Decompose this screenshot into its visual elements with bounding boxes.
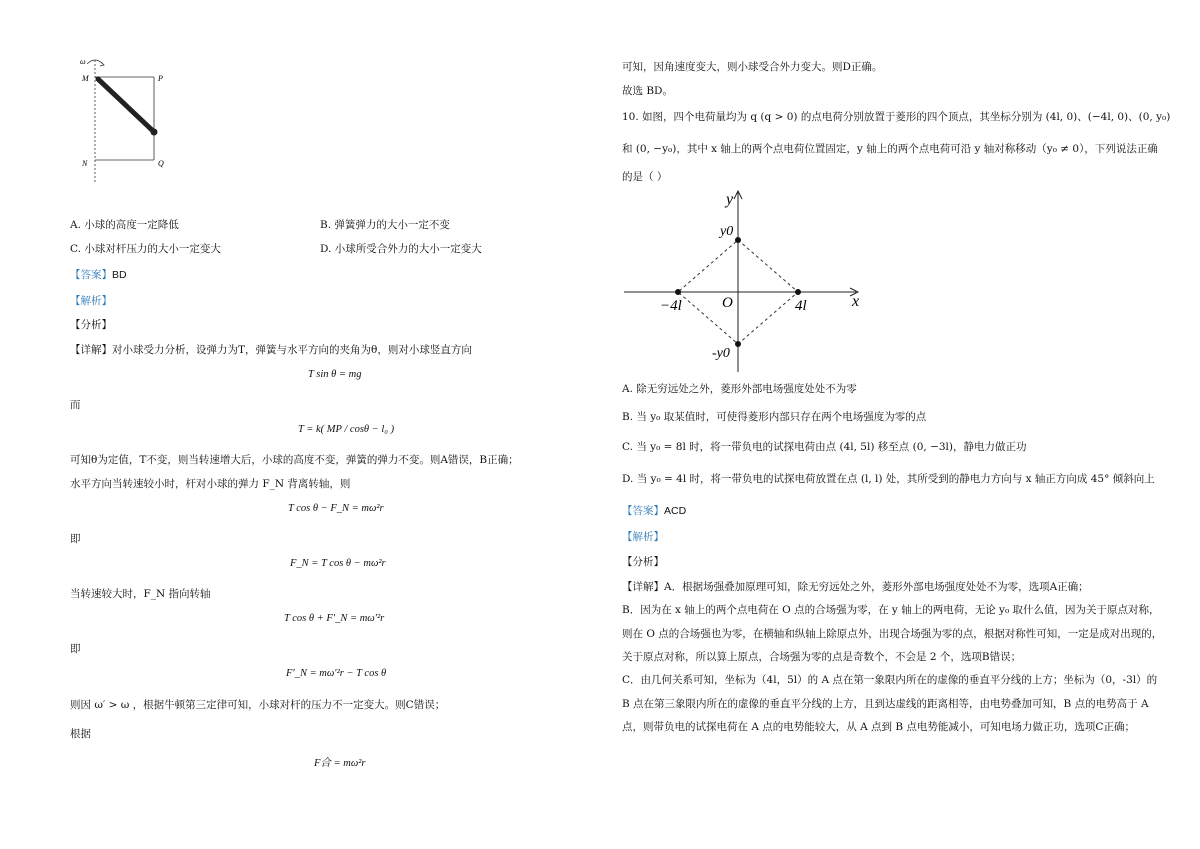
- q10-answer-line: 【答案】ACD: [622, 505, 687, 517]
- detail-line: 【详解】对小球受力分析，设弹力为T，弹簧与水平方向的夹角为θ，则对小球竖直方向: [70, 344, 472, 356]
- q10-detail-7: 点，则带负电的试探电荷在 A 点的电势能较大，从 A 点到 B 点电势能减小，可知电场力做正功，选项C正确；: [622, 721, 1135, 733]
- q10-option-b: B. 当 y₀ 取某值时，可使得菱形内部只存在两个电场强度为零的点: [622, 411, 927, 423]
- p-label: P: [158, 74, 163, 83]
- ji-text-2: 即: [70, 643, 81, 655]
- rotating-rod-figure: [78, 54, 188, 184]
- analysis-tag: 【解析】: [70, 295, 112, 307]
- question-10-line-a: 10. 如图，四个电荷量均为 q (q > 0) 的点电荷分别放置于菱形的四个顶点，其坐标分别为 (4l, 0)、(−4l, 0)、(0, y₀): [622, 111, 1171, 123]
- option-c: C. 小球对杆压力的大小一定变大: [70, 243, 221, 255]
- ji-text-1: 即: [70, 533, 81, 545]
- m-label: M: [82, 74, 89, 83]
- origin-label: O: [722, 295, 733, 311]
- paragraph-2: 水平方向当转速较小时，杆对小球的弹力 F_N 背离转轴，则: [70, 478, 351, 490]
- right-line-2: 故选 BD。: [622, 85, 673, 97]
- q-label: Q: [158, 159, 164, 168]
- equation-3: T cos θ − F_N = mω²r: [288, 503, 384, 514]
- y0-label: y0: [720, 224, 734, 239]
- charge-left: [675, 289, 681, 295]
- q10-option-c: C. 当 y₀ = 8l 时，将一带负电的试探电荷由点 (4l, 5l) 移至点 (0, −3l)，静电力做正功: [622, 441, 1027, 453]
- er-text: 而: [70, 399, 81, 411]
- q10-detail-6: B 点在第三象限内所在的虚像的垂直平分线的上方，且到达虚线的距离相等，由电势叠加可知，B 点的电势高于 A: [622, 698, 1149, 710]
- q10-detail-4: 关于原点对称，所以算上原点，合场强为零的点是奇数个，不会是 2 个，选项B错误；: [622, 651, 1022, 663]
- right-line-1: 可知，因角速度变大，则小球受合外力变大。则D正确。: [622, 61, 883, 73]
- equation-4: F_N = T cos θ − mω²r: [290, 558, 386, 569]
- rod: [98, 79, 152, 130]
- equation-1: T sin θ = mg: [308, 369, 362, 380]
- n-label: N: [82, 159, 88, 168]
- q10-detail-5: C．由几何关系可知，坐标为（4l，5l）的 A 点在第一象限内所在的虚像的垂直平分线的上方；坐标为（0，-3l）的: [622, 674, 1158, 686]
- charge-bottom: [735, 341, 741, 347]
- q10-detail-1: 【详解】A．根据场强叠加原理可知，除无穷远处之外，菱形外部电场强度处处不为零，选项A正确；: [622, 581, 1089, 593]
- q10-analysis-tag: 【解析】: [622, 531, 664, 543]
- neg-4l-label: −4l: [660, 298, 682, 314]
- option-b: B. 弹簧弹力的大小一定不变: [320, 219, 450, 231]
- x-axis-label: x: [852, 293, 860, 310]
- q10-option-a: A. 除无穷远处之外，菱形外部电场强度处处不为零: [622, 383, 857, 395]
- answer-line: 【答案】BD: [70, 269, 127, 281]
- equation-2: T = k( MP / cosθ − l₀ ): [298, 424, 395, 435]
- option-a: A. 小球的高度一定降低: [70, 219, 179, 231]
- omega-label: ω: [80, 57, 86, 66]
- rhombus-charge-figure: [622, 186, 872, 376]
- paragraph-3: 当转速较大时，F_N 指向转轴: [70, 588, 211, 600]
- neg-y0-label: -y0: [712, 346, 730, 361]
- genju-text: 根据: [70, 728, 91, 740]
- ball: [151, 129, 158, 136]
- q10-detail-3: 则在 O 点的合场强也为零，在横轴和纵轴上除原点外，出现合场强为零的点，根据对称性可知，一定是成对出现的，: [622, 628, 1163, 640]
- charge-right: [795, 289, 801, 295]
- equation-7: F合 = mω²r: [314, 758, 366, 769]
- q10-fenxi-tag: 【分析】: [622, 556, 664, 568]
- option-d: D. 小球所受合外力的大小一定变大: [320, 243, 482, 255]
- q10-option-d: D. 当 y₀ = 4l 时，将一带负电的试探电荷放置在点 (l, l) 处，其所受到的静电力方向与 x 轴正方向成 45° 倾斜向上: [622, 473, 1155, 485]
- q10-detail-2: B．因为在 x 轴上的两个点电荷在 O 点的合场强为零，在 y 轴上的两电荷，无论 y₀ 取什么值，因为关于原点对称，: [622, 604, 1160, 616]
- charge-top: [735, 237, 741, 243]
- paragraph-4: 则因 ω′ > ω ，根据牛顿第三定律可知，小球对杆的压力不一定变大。则C错误；: [70, 699, 446, 711]
- fenxi-tag: 【分析】: [70, 319, 112, 331]
- question-10-line-b: 和 (0, −y₀)，其中 x 轴上的两个点电荷位置固定，y 轴上的两个点电荷可沿 y 轴对称移动（y₀ ≠ 0），下列说法正确: [622, 143, 1158, 155]
- question-10-line-c: 的是（ ）: [622, 171, 668, 183]
- equation-6: F′_N = mω′²r − T cos θ: [286, 668, 387, 679]
- equation-5: T cos θ + F′_N = mω′²r: [284, 613, 385, 624]
- y-axis-label: y: [726, 191, 734, 208]
- paragraph-1: 可知θ为定值，T不变，则当转速增大后，小球的高度不变，弹簧的弹力不变。则A错误，B正确；: [70, 454, 519, 466]
- pos-4l-label: 4l: [795, 298, 807, 314]
